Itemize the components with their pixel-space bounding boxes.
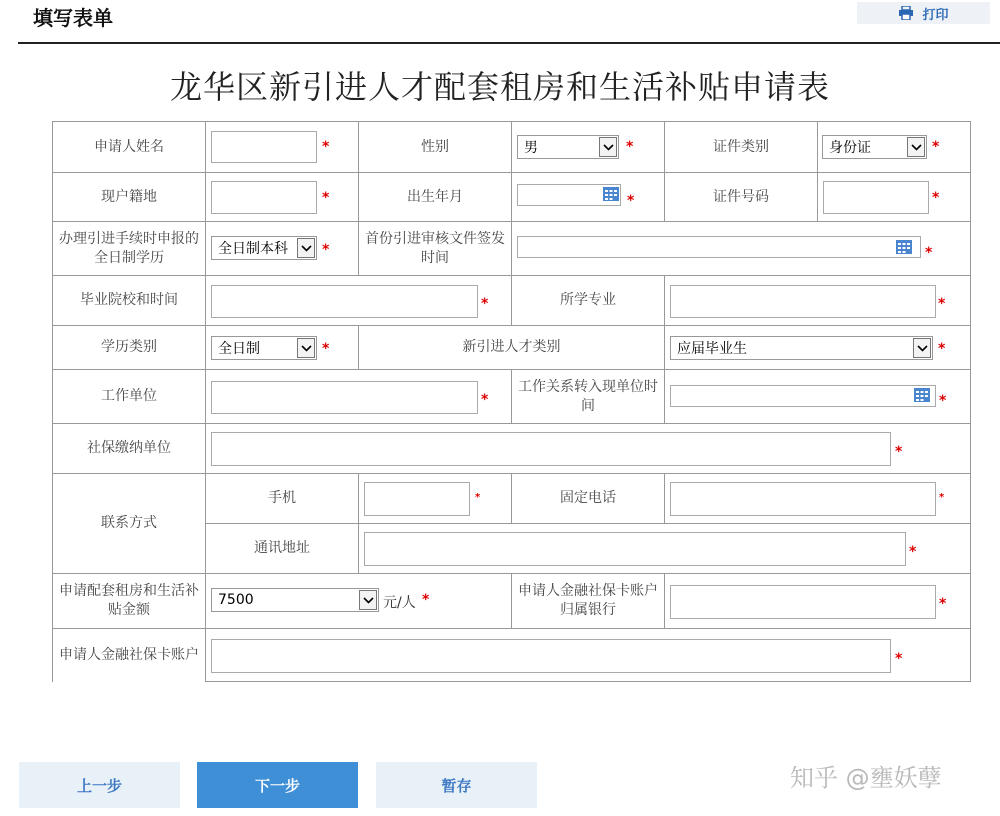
label-major: 所学专业 (512, 276, 665, 326)
chevron-down-icon (599, 137, 617, 157)
chevron-down-icon (913, 338, 931, 358)
education-for-procedure-value: 全日制本科 (218, 241, 288, 257)
gender-value: 男 (524, 140, 538, 156)
cell-hukou (206, 173, 359, 222)
label-name: 申请人姓名 (53, 122, 206, 173)
label-education-type: 学历类别 (53, 326, 206, 370)
chevron-down-icon (297, 238, 315, 258)
name-input[interactable] (211, 131, 317, 163)
cell-subsidy-amount (206, 574, 512, 629)
education-type-select[interactable] (211, 336, 317, 360)
transfer-date-input[interactable] (670, 385, 936, 407)
subsidy-amount-select[interactable] (211, 588, 379, 612)
cell-address (359, 524, 971, 574)
required-mark: * (938, 341, 946, 357)
calendar-icon[interactable] (896, 240, 912, 254)
prev-step-button[interactable]: 上一步 (19, 762, 180, 808)
bank-input[interactable] (670, 585, 936, 619)
print-label: 打印 (922, 7, 949, 23)
required-mark: * (939, 393, 947, 409)
printer-icon (898, 6, 914, 20)
label-graduate-school-time: 毕业院校和时间 (53, 276, 206, 326)
first-review-date-input[interactable] (517, 236, 921, 258)
education-type-value: 全日制 (218, 341, 260, 357)
header-divider (18, 42, 1000, 44)
required-mark: * (322, 341, 330, 357)
hukou-input[interactable] (211, 181, 317, 214)
label-bank: 申请人金融社保卡账户归属银行 (512, 574, 665, 629)
cell-major (665, 276, 971, 326)
label-id-type: 证件类别 (665, 122, 818, 173)
watermark: 知乎 @壅妖孽 (790, 764, 942, 792)
id-type-select[interactable] (822, 135, 927, 159)
social-security-unit-input[interactable] (211, 432, 891, 466)
cell-landline (665, 474, 971, 524)
subsidy-unit: 元/人 (383, 595, 416, 611)
label-employer: 工作单位 (53, 370, 206, 424)
cell-transfer-time (665, 370, 971, 424)
cell-gender (512, 122, 665, 173)
cell-account (206, 629, 971, 682)
label-account: 申请人金融社保卡账户 (53, 629, 206, 682)
cell-education-for-procedure (206, 222, 359, 276)
required-mark: * (322, 139, 330, 155)
required-mark: * (932, 190, 940, 206)
id-number-input[interactable] (823, 181, 929, 214)
required-mark: * (626, 139, 634, 155)
cell-talent-category (665, 326, 971, 370)
cell-id-number (818, 173, 971, 222)
save-draft-button[interactable]: 暂存 (376, 762, 537, 808)
required-mark: * (475, 492, 481, 503)
major-input[interactable] (670, 285, 936, 318)
label-first-review-time: 首份引进审核文件签发时间 (359, 222, 512, 276)
calendar-icon[interactable] (914, 388, 930, 402)
label-subsidy-amount: 申请配套租房和生活补贴金额 (53, 574, 206, 629)
required-mark: * (895, 651, 903, 667)
required-mark: * (925, 245, 933, 261)
subsidy-amount-value: 7500 (218, 592, 254, 608)
label-id-number: 证件号码 (665, 173, 818, 222)
talent-category-value: 应届毕业生 (677, 341, 747, 357)
label-address: 通讯地址 (206, 524, 359, 574)
required-mark: * (932, 139, 940, 155)
required-mark: * (939, 596, 947, 612)
talent-category-select[interactable] (670, 336, 933, 360)
form-title: 龙华区新引进人才配套租房和生活补贴申请表 (169, 68, 830, 106)
required-mark: * (938, 296, 946, 312)
required-mark: * (481, 392, 489, 408)
required-mark: * (322, 190, 330, 206)
required-mark: * (939, 492, 945, 503)
cell-education-type (206, 326, 359, 370)
label-landline: 固定电话 (512, 474, 665, 524)
account-input[interactable] (211, 639, 891, 673)
label-education-for-procedure: 办理引进手续时申报的全日制学历 (53, 222, 206, 276)
print-button[interactable] (857, 2, 990, 24)
mobile-input[interactable] (364, 482, 470, 516)
cell-first-review-time (512, 222, 971, 276)
page-title: 填写表单 (33, 6, 113, 30)
cell-graduate-school-time (206, 276, 512, 326)
id-type-value: 身份证 (829, 140, 871, 156)
landline-input[interactable] (670, 482, 936, 516)
cell-name (206, 122, 359, 173)
required-mark: * (627, 193, 635, 209)
required-mark: * (481, 296, 489, 312)
education-for-procedure-select[interactable] (211, 236, 317, 260)
required-mark: * (909, 544, 917, 560)
label-gender: 性别 (359, 122, 512, 173)
chevron-down-icon (359, 590, 377, 610)
cell-bank (665, 574, 971, 629)
label-social-security-unit: 社保缴纳单位 (53, 424, 206, 474)
chevron-down-icon (907, 137, 925, 157)
graduate-school-input[interactable] (211, 285, 478, 318)
address-input[interactable] (364, 532, 906, 566)
cell-mobile (359, 474, 512, 524)
cell-employer (206, 370, 512, 424)
label-hukou: 现户籍地 (53, 173, 206, 222)
label-birth: 出生年月 (359, 173, 512, 222)
required-mark: * (422, 592, 430, 608)
label-contact: 联系方式 (53, 474, 206, 574)
required-mark: * (322, 242, 330, 258)
cell-birth (512, 173, 665, 222)
label-talent-category: 新引进人才类别 (359, 326, 665, 370)
cell-social-security-unit (206, 424, 971, 474)
required-mark: * (895, 444, 903, 460)
calendar-icon[interactable] (603, 187, 619, 201)
employer-input[interactable] (211, 381, 478, 414)
application-form (52, 121, 971, 682)
label-mobile: 手机 (206, 474, 359, 524)
next-step-button[interactable]: 下一步 (197, 762, 358, 808)
gender-select[interactable] (517, 135, 619, 159)
cell-id-type (818, 122, 971, 173)
chevron-down-icon (297, 338, 315, 358)
label-transfer-time: 工作关系转入现单位时间 (512, 370, 665, 424)
